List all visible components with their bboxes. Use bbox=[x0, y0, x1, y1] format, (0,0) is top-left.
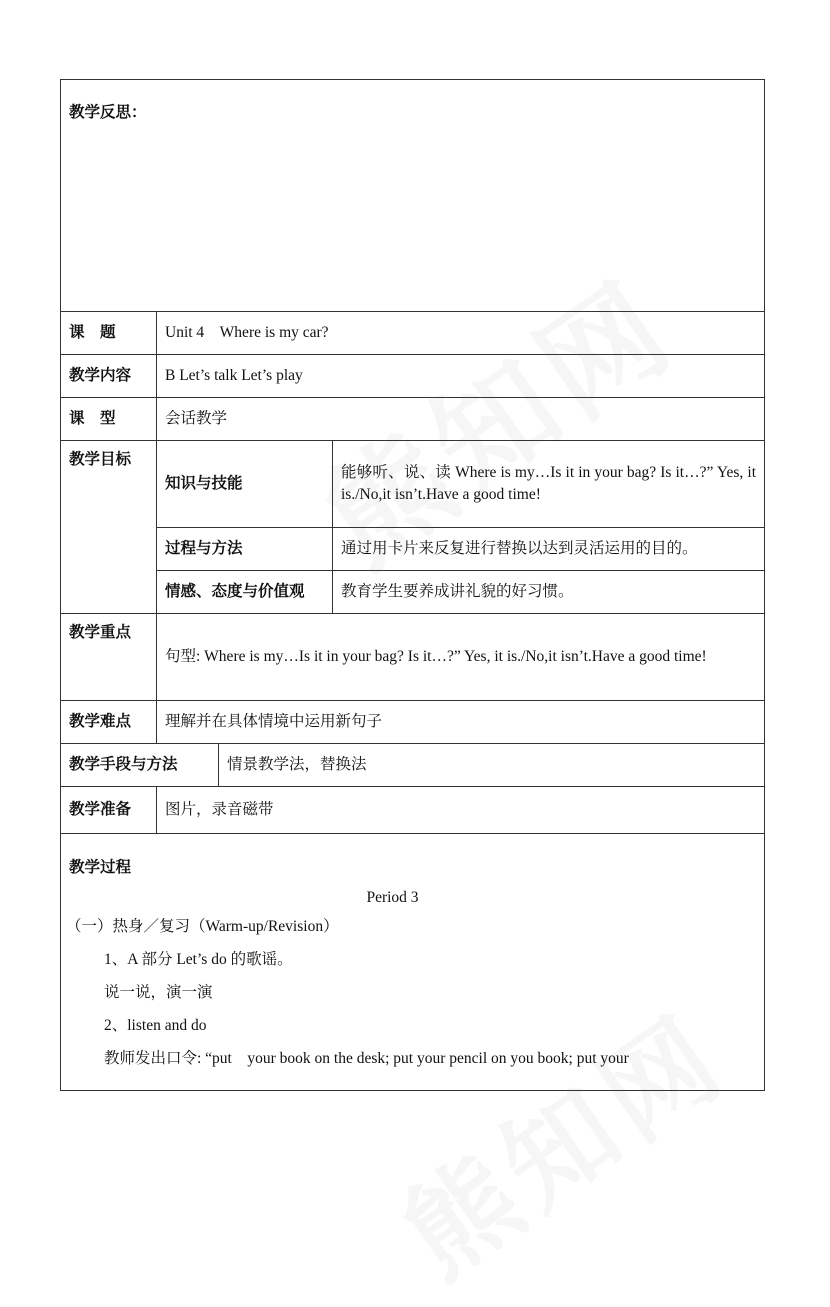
methods-label: 教学手段与方法 bbox=[61, 744, 219, 787]
lesson-plan-table bbox=[60, 79, 765, 1091]
topic-label: 课 题 bbox=[61, 312, 157, 355]
difficulties-label: 教学难点 bbox=[61, 701, 157, 744]
process-section-warmup: （一）热身／复习（Warm-up/Revision） bbox=[66, 918, 339, 935]
reflection-cell bbox=[61, 80, 765, 312]
type-value: 会话教学 bbox=[157, 398, 765, 441]
goals-label: 教学目标 bbox=[61, 441, 157, 614]
keypoints-value: 句型: Where is my…Is it in your bag? Is it…?” Yes, it is./No,it isn’t.Have a good time! bbox=[157, 614, 765, 701]
goal-text-attitude: 教育学生要养成讲礼貌的好习惯。 bbox=[333, 571, 765, 614]
goal-name-attitude: 情感、态度与价值观 bbox=[157, 571, 333, 614]
process-cell bbox=[61, 834, 765, 1091]
goal-name-knowledge: 知识与技能 bbox=[157, 441, 333, 528]
process-line-3: 2、listen and do bbox=[104, 1017, 207, 1034]
goal-name-process: 过程与方法 bbox=[157, 528, 333, 571]
goal-text-knowledge: 能够听、说、读 Where is my…Is it in your bag? Is it…?” Yes, it is./No,it isn’t.Have a good time! bbox=[333, 441, 765, 528]
methods-value: 情景教学法，替换法 bbox=[219, 744, 765, 787]
process-line-4: 教师发出口令: “put your book on the desk; put your pencil on you book; put your bbox=[104, 1050, 629, 1067]
process-label: 教学过程 bbox=[69, 859, 132, 876]
type-label: 课 型 bbox=[61, 398, 157, 441]
preparation-value: 图片，录音磁带 bbox=[157, 787, 765, 834]
reflection-label: 教学反思： bbox=[69, 104, 147, 121]
goal-text-process: 通过用卡片来反复进行替换以达到灵活运用的目的。 bbox=[333, 528, 765, 571]
period-title: Period 3 bbox=[366, 889, 419, 906]
keypoints-label: 教学重点 bbox=[61, 614, 157, 701]
difficulties-value: 理解并在具体情境中运用新句子 bbox=[157, 701, 765, 744]
content-value: B Let’s talk Let’s play bbox=[157, 355, 765, 398]
content-label: 教学内容 bbox=[61, 355, 157, 398]
preparation-label: 教学准备 bbox=[61, 787, 157, 834]
topic-value: Unit 4 Where is my car? bbox=[157, 312, 765, 355]
process-line-1: 1、A 部分 Let’s do 的歌谣。 bbox=[104, 951, 293, 968]
process-line-2: 说一说，演一演 bbox=[104, 984, 213, 1001]
